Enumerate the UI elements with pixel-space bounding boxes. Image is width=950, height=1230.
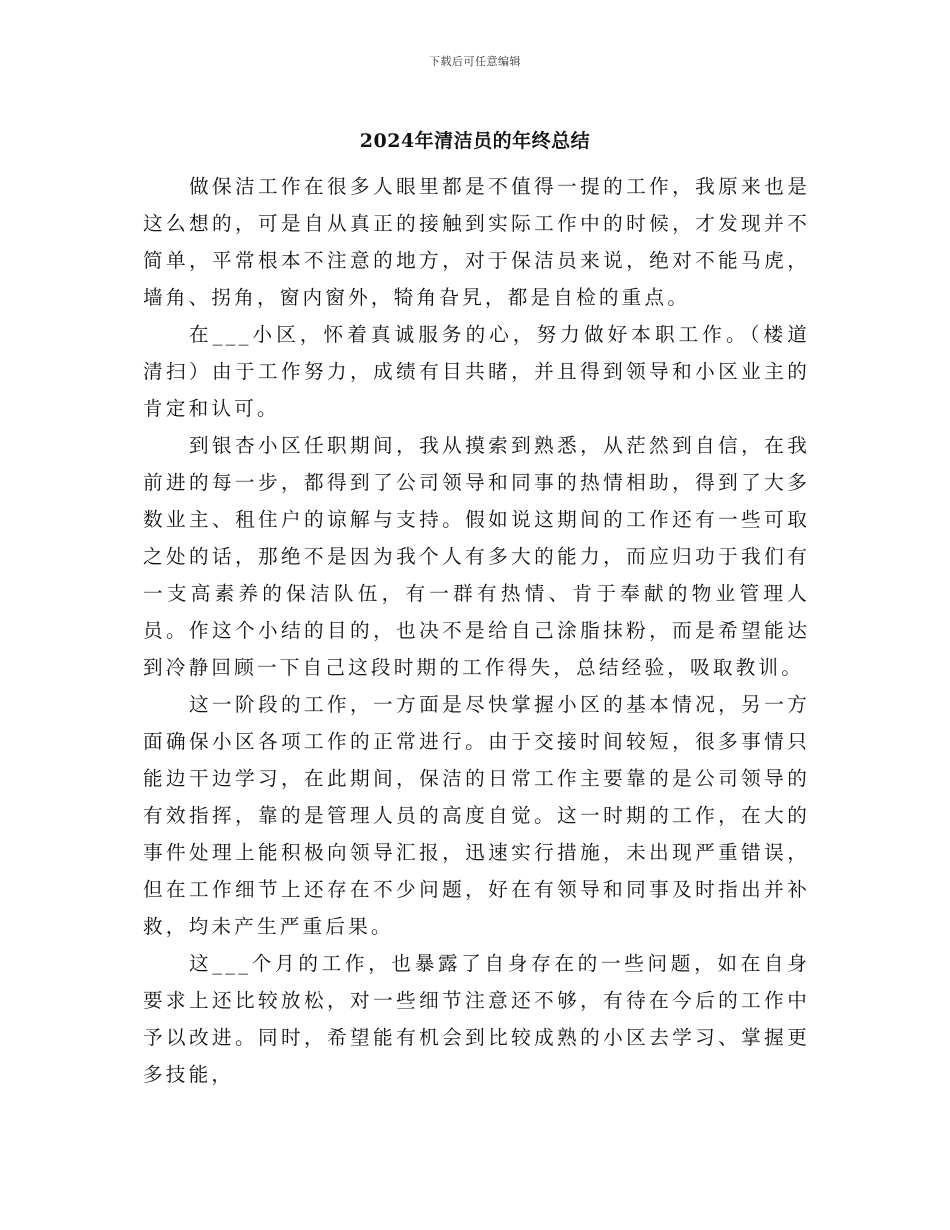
paragraph-1: 做保洁工作在很多人眼里都是不值得一提的工作，我原来也是这么想的，可是自从真正的接触到实际工作中的时候，才发现并不简单，平常根本不注意的地方，对于保洁员来说，绝对不能马虎，墙角、拐角，窗内窗外，犄角旮旯，都是自检的重点。 — [143, 175, 810, 309]
document-body — [143, 168, 810, 1093]
document-title: 2024年清洁员的年终总结 — [359, 130, 591, 152]
paragraph-2: 在___小区，怀着真诚服务的心，努力做好本职工作。（楼道清扫）由于工作努力，成绩有目共睹，并且得到领导和小区业主的肯定和认可。 — [143, 323, 810, 420]
paragraph-3: 到银杏小区任职期间，我从摸索到熟悉，从茫然到自信，在我前进的每一步，都得到了公司领导和同事的热情相助，得到了大多数业主、租住户的谅解与支持。假如说这期间的工作还有一些可取之处的话，那绝不是因为我个人有多大的能力，而应归功于我们有一支高素养的保洁队伍，有一群有热情、肯于奉献的物业管理人员。作这个小结的目的，也决不是给自己涂脂抹粉，而是希望能达到冷静回顾一下自己这段时期的工作得失，总结经验，吸取教训。 — [143, 434, 810, 679]
page-header-note: 下载后可任意编辑 — [429, 55, 521, 68]
paragraph-4: 这一阶段的工作，一方面是尽快掌握小区的基本情况，另一方面确保小区各项工作的正常进行。由于交接时间较短，很多事情只能边干边学习，在此期间，保洁的日常工作主要靠的是公司领导的有效指挥，靠的是管理人员的高度自觉。这一时期的工作，在大的事件处理上能积极向领导汇报，迅速实行措施，未出现严重错误，但在工作细节上还存在不少问题，好在有领导和同事及时指出并补救，均未产生严重后果。 — [143, 693, 810, 938]
paragraph-5: 这___个月的工作，也暴露了自身存在的一些问题，如在自身要求上还比较放松，对一些细节注意还不够，有待在今后的工作中予以改进。同时，希望能有机会到比较成熟的小区去学习、掌握更多技能， — [143, 952, 810, 1086]
